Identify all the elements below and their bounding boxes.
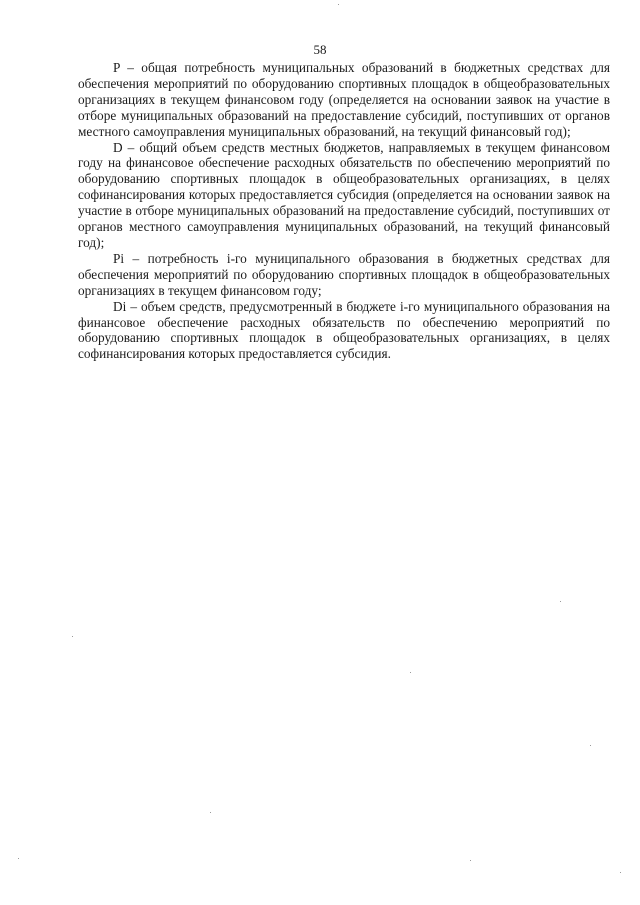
paragraph-p-definition: P – общая потребность муниципальных образований в бюджетных средствах для обеспечения мероприятий по оборудованию спортивных площадок в общеобразовательных организациях в текущем финансовом году (определяется на основании заявок на участие в отборе муниципальных образований на предоставление субсидий, поступивших от органов местного самоуправления муниципальных образований, на текущий финансовый год); [78,60,610,139]
scan-speck [18,858,19,859]
scan-speck [620,872,621,873]
paragraph-di-definition: Di – объем средств, предусмотренный в бюджете i-го муниципального образования на финансовое обеспечение расходных обязательств по обеспечению мероприятий по оборудованию спортивных площадок в общеобразовательных организациях, в целях софинансирования которых предоставляется субсидия. [78,298,610,362]
paragraph-d-definition: D – общий объем средств местных бюджетов, направляемых в текущем финансовом году на финансовое обеспечение расходных обязательств по обеспечению мероприятий по оборудованию спортивных площадок в общеобразовательных организациях, в целях софинансирования которых предоставляется субсидия (определяется на основании заявок на участие в отборе муниципальных образований на предоставление субсидий, поступивших от органов местного самоуправления муниципальных образований, на текущий финансовый год); [78,139,610,250]
paragraph-pi-definition: Pi – потребность i-го муниципального образования в бюджетных средствах для обеспечения мероприятий по оборудованию спортивных площадок в общеобразовательных организациях в текущем финансовом году; [78,250,610,298]
scan-speck [470,860,471,861]
page-number: 58 [313,42,327,57]
scan-speck [72,636,73,637]
document-body [78,60,610,362]
scan-speck [560,601,561,602]
scan-speck [410,672,411,673]
scan-speck [210,812,211,813]
scan-speck [338,4,339,5]
scan-speck [590,745,591,746]
